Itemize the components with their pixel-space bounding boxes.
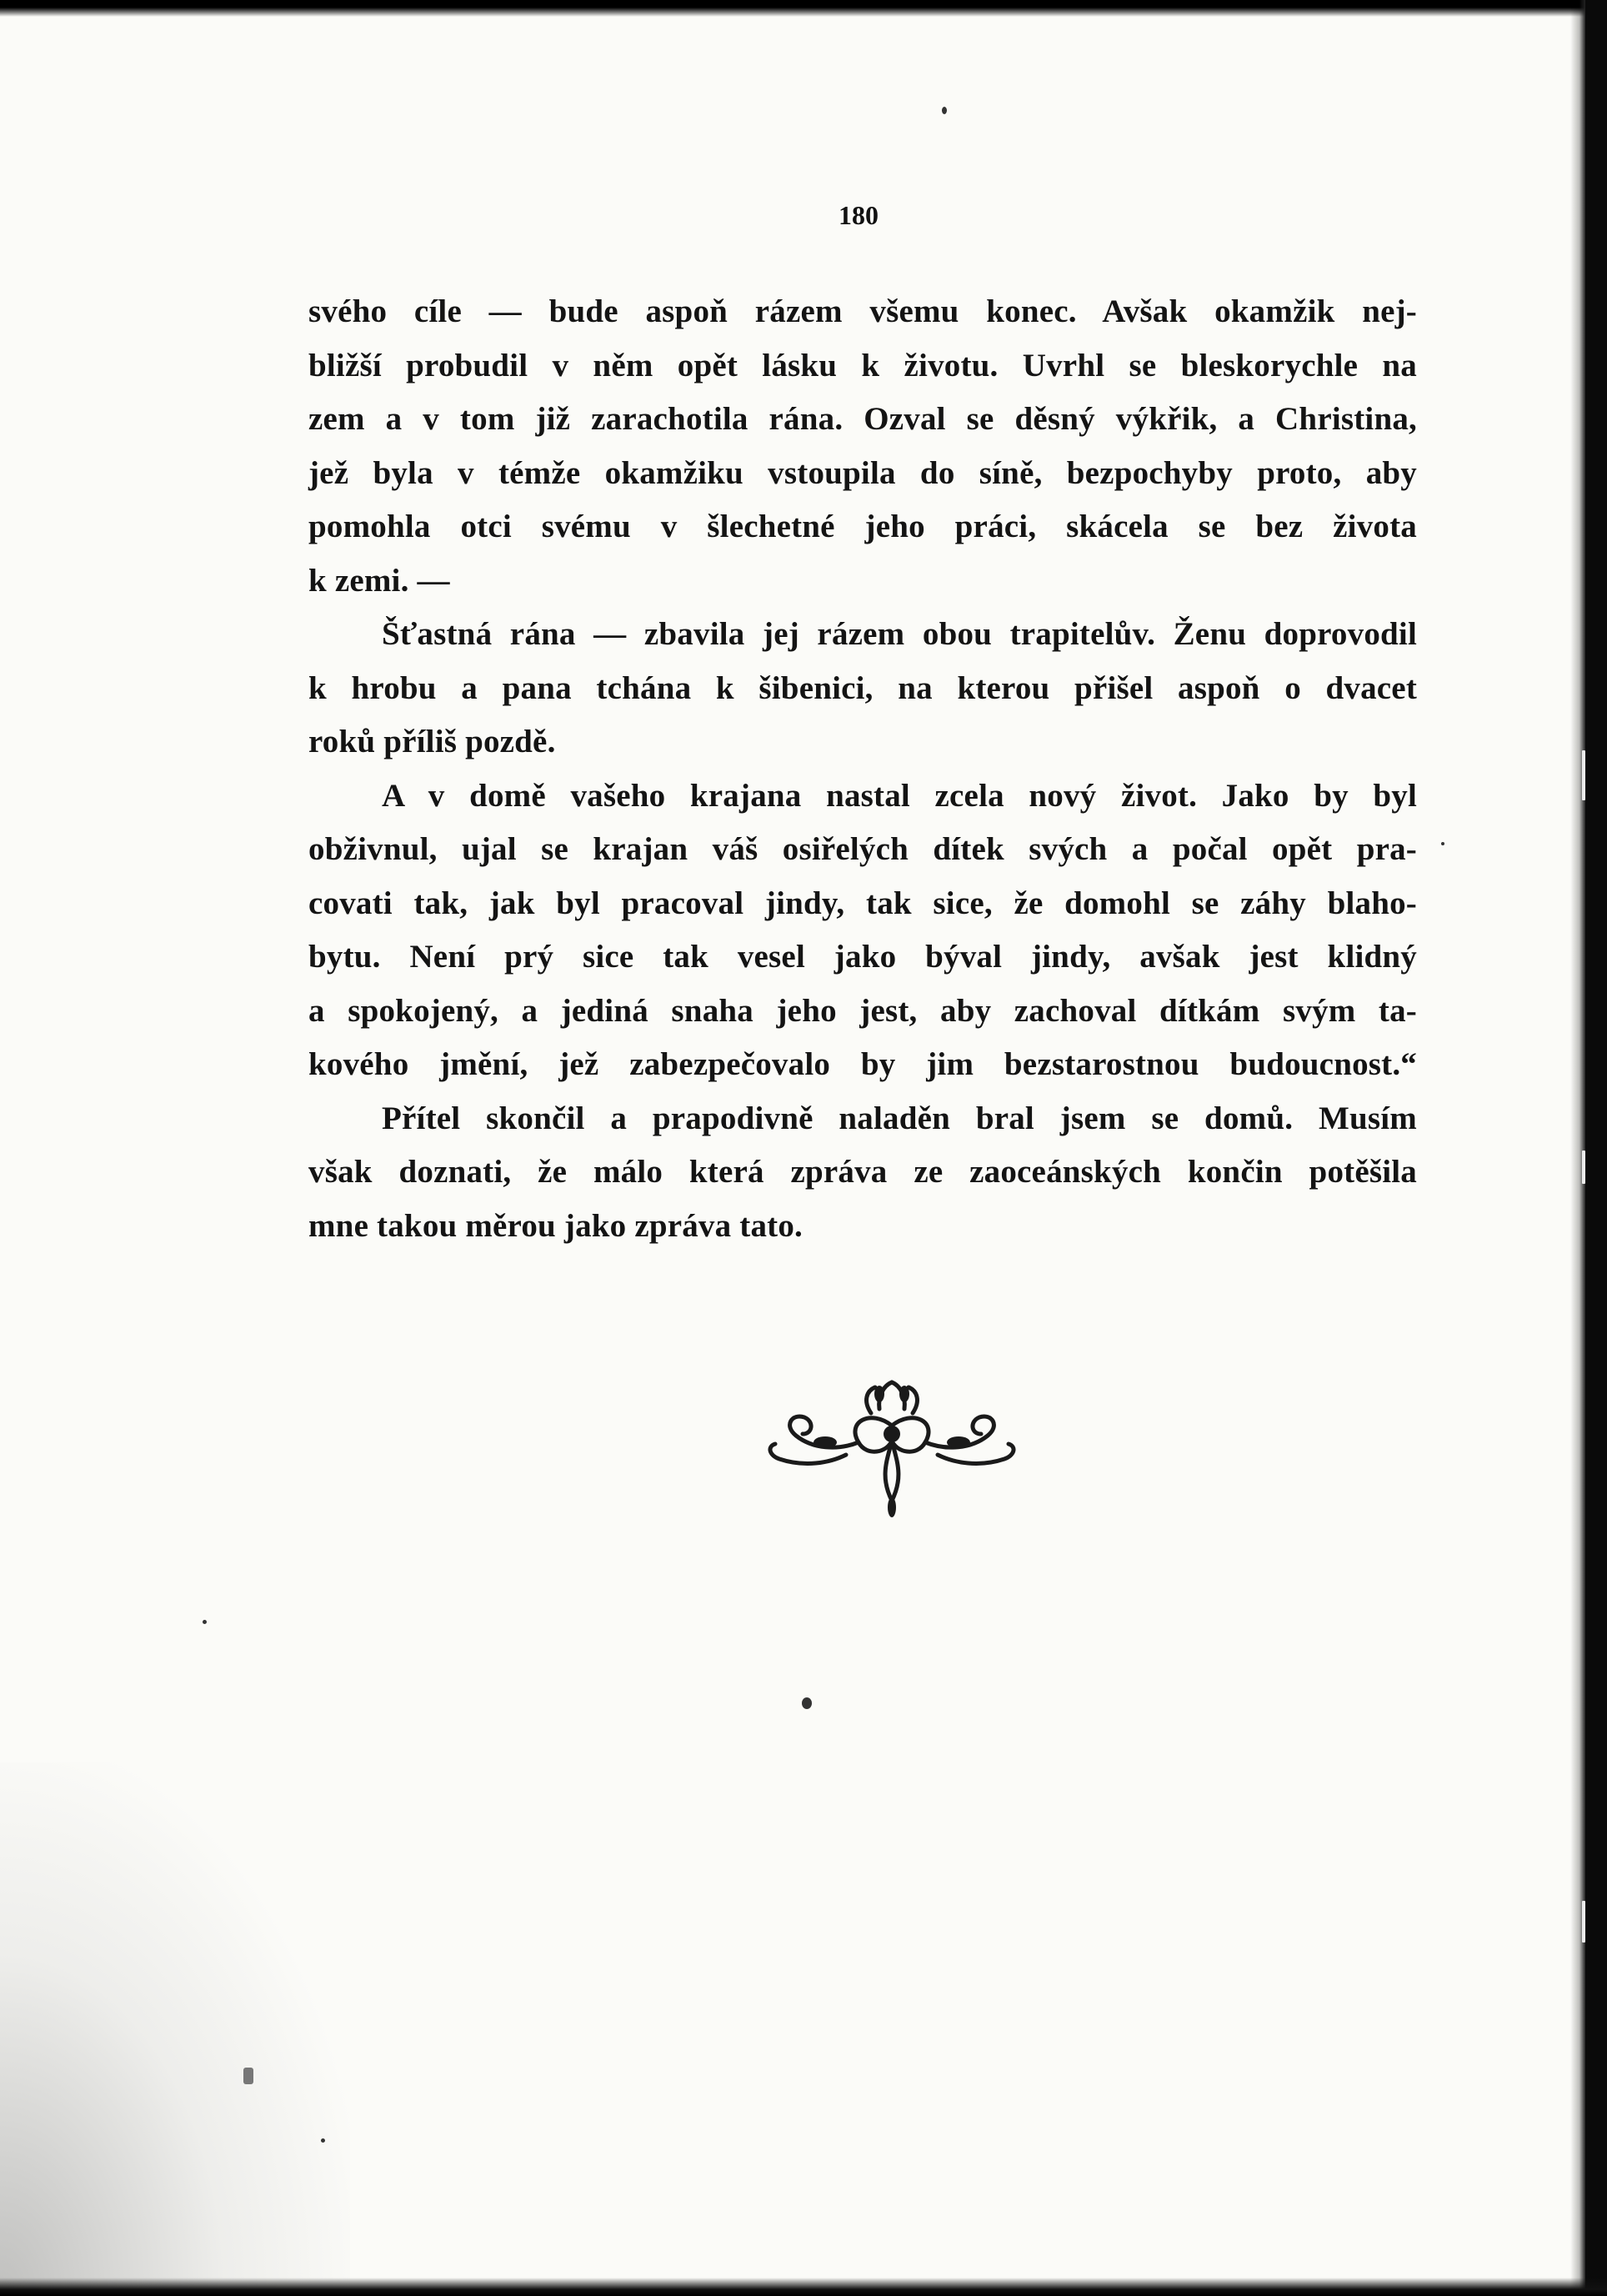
text-line: a spokojený, a jediná snaha jeho jest, aby zachoval dítkám svým ta- xyxy=(308,992,1417,1029)
text-line: covati tak, jak byl pracoval jindy, tak sice, že domohl se záhy blaho- xyxy=(308,885,1417,921)
text-line: obživnul, ujal se krajan váš osiřelých dítek svých a počal opět pra- xyxy=(308,831,1417,867)
scan-speck xyxy=(942,107,947,114)
scan-speck xyxy=(1441,842,1444,845)
text-line: jež byla v témže okamžiku vstoupila do síně, bezpochyby proto, aby xyxy=(308,454,1417,491)
text-line: k zemi. — xyxy=(308,562,450,599)
scan-stain xyxy=(0,1762,350,2296)
text-line: bližší probudil v něm opět lásku k životu. Uvrhl se bleskorychle na xyxy=(308,347,1417,384)
scan-edge-right-shadow xyxy=(1570,0,1585,2296)
scan-speck xyxy=(1582,750,1585,800)
scan-edge-bottom xyxy=(0,2278,1607,2296)
scan-edge-right xyxy=(1585,0,1607,2296)
body-text xyxy=(308,285,1417,1253)
text-line: Přítel skončil a prapodivně naladěn bral jsem se domů. Musím xyxy=(382,1100,1417,1136)
floral-ornament-icon xyxy=(754,1376,1029,1526)
scan-speck xyxy=(1582,1151,1585,1184)
scan-speck xyxy=(802,1697,812,1709)
scan-edge-top xyxy=(0,0,1607,17)
scan-speck xyxy=(1582,1901,1585,1943)
text-line: roků příliš pozdě. xyxy=(308,724,556,759)
text-line: kového jmění, jež zabezpečovalo by jim bezstarostnou budoucnost.“ xyxy=(308,1046,1417,1082)
scan-speck xyxy=(243,2068,253,2084)
page-number: 180 xyxy=(839,200,879,230)
scan-speck xyxy=(203,1620,207,1624)
text-line: k hrobu a pana tchána k šibenici, na kterou přišel aspoň o dvacet xyxy=(308,669,1417,706)
text-line: však doznati, že málo která zpráva ze zaoceánských končin potěšila xyxy=(308,1154,1417,1190)
text-line: svého cíle — bude aspoň rázem všemu konec. Avšak okamžik nej- xyxy=(308,293,1417,329)
text-line: pomohla otci svému v šlechetné jeho práci, skácela se bez života xyxy=(308,509,1417,544)
text-line: zem a v tom již zarachotila rána. Ozval se děsný výkřik, a Christina, xyxy=(308,401,1417,437)
scan-speck xyxy=(321,2138,325,2143)
text-line: mne takou měrou jako zpráva tato. xyxy=(308,1207,804,1244)
text-line: Šťastná rána — zbavila jej rázem obou trapitelův. Ženu doprovodil xyxy=(382,616,1417,652)
text-line: A v domě vašeho krajana nastal zcela nový život. Jako by byl xyxy=(382,777,1417,814)
text-line: bytu. Není prý sice tak vesel jako býval jindy, avšak jest klidný xyxy=(308,939,1417,975)
